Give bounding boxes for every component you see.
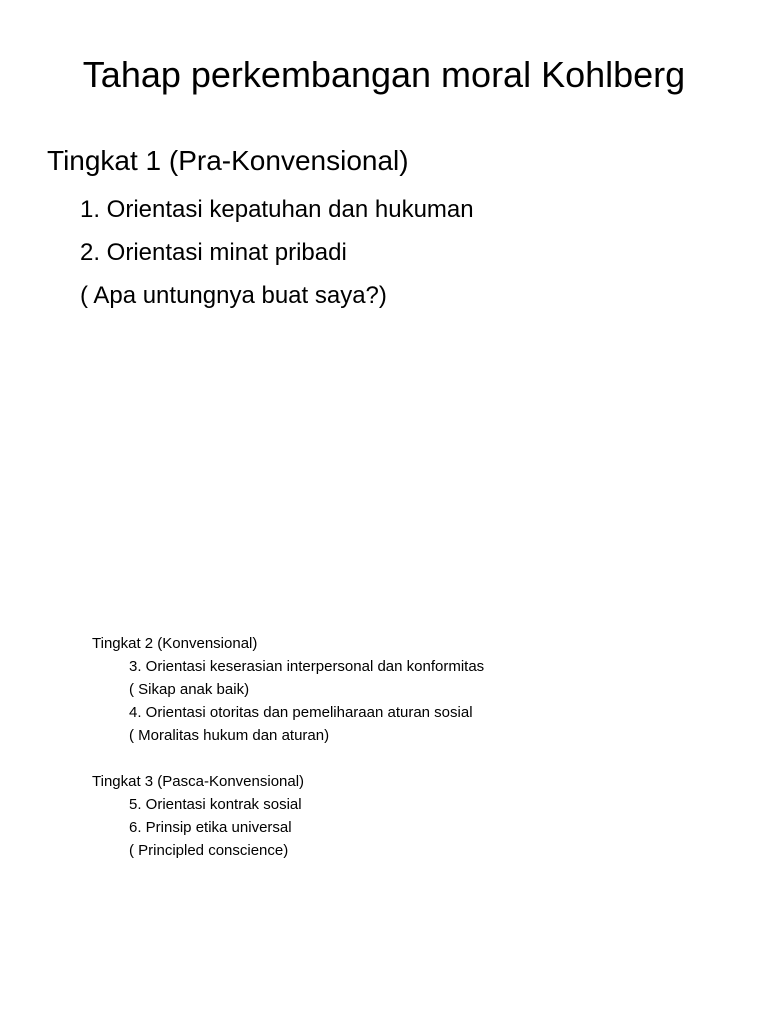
spacer (92, 747, 484, 770)
level-2-note: ( Moralitas hukum dan aturan) (129, 727, 330, 744)
level-1-list (80, 188, 474, 317)
slide-title: Tahap perkembangan moral Kohlberg (82, 54, 686, 95)
lower-levels-block (92, 632, 484, 862)
level-2-list (92, 655, 484, 747)
level-3-list (92, 793, 484, 862)
level-2-item: 4. Orientasi otoritas dan pemeliharaan aturan sosial (129, 704, 473, 721)
level-1-heading: Tingkat 1 (Pra-Konvensional) (47, 145, 409, 176)
level-3-item: 5. Orientasi kontrak sosial (129, 796, 302, 813)
level-2-item: 3. Orientasi keserasian interpersonal dan konformitas (129, 658, 485, 675)
level-1-item: 2. Orientasi minat pribadi (80, 239, 347, 266)
level-3-item: 6. Prinsip etika universal (129, 819, 292, 836)
level-2-heading: Tingkat 2 (Konvensional) (92, 635, 258, 652)
level-3-note: ( Principled conscience) (129, 842, 289, 859)
level-1-item: 1. Orientasi kepatuhan dan hukuman (80, 196, 474, 223)
level-3-heading: Tingkat 3 (Pasca-Konvensional) (92, 773, 305, 790)
level-1-note: ( Apa untungnya buat saya?) (80, 282, 387, 309)
level-2-note: ( Sikap anak baik) (129, 681, 250, 698)
